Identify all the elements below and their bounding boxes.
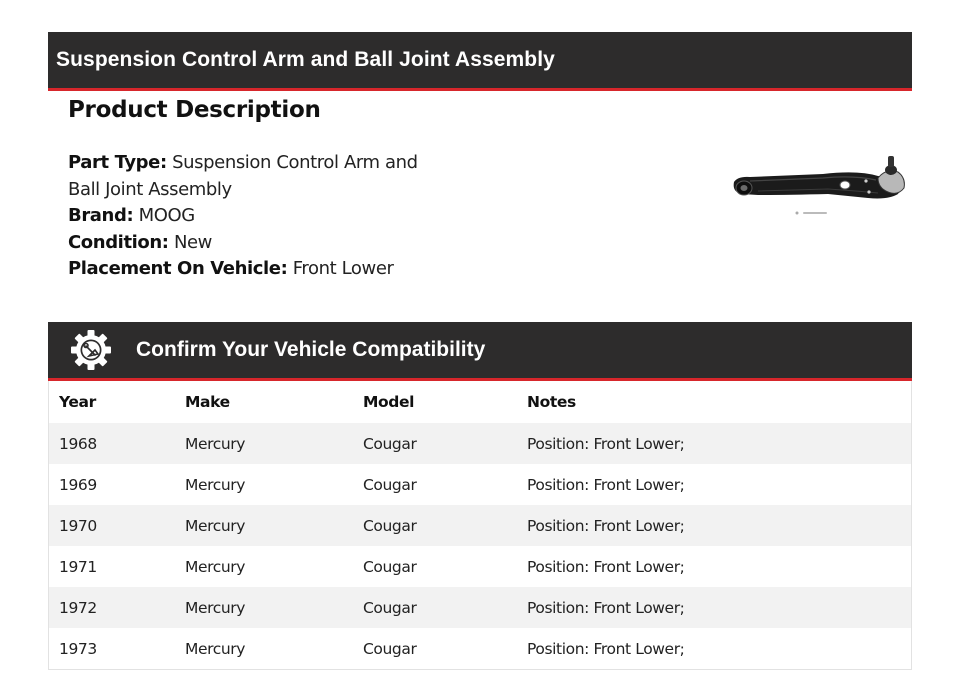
cell-year: 1971 bbox=[59, 557, 97, 576]
detail-value: MOOG bbox=[138, 205, 195, 226]
cell-make: Mercury bbox=[185, 434, 246, 453]
cell-make: Mercury bbox=[185, 598, 246, 617]
cell-year: 1968 bbox=[59, 434, 97, 453]
compatibility-table bbox=[48, 381, 912, 670]
cell-year: 1970 bbox=[59, 516, 97, 535]
table-header-row bbox=[49, 381, 911, 423]
column-header-notes: Notes bbox=[527, 393, 576, 411]
cell-model: Cougar bbox=[363, 598, 417, 617]
detail-value: Suspension Control Arm and Ball Joint Assembly bbox=[68, 152, 418, 200]
product-title-bar bbox=[48, 32, 912, 91]
column-header-year: Year bbox=[59, 393, 96, 411]
cell-year: 1973 bbox=[59, 639, 97, 658]
column-header-make: Make bbox=[185, 393, 230, 411]
cell-notes: Position: Front Lower; bbox=[527, 475, 685, 494]
product-image[interactable] bbox=[728, 148, 908, 220]
product-description-heading: Product Description bbox=[68, 97, 321, 123]
table-row bbox=[49, 423, 911, 464]
cell-model: Cougar bbox=[363, 434, 417, 453]
cell-model: Cougar bbox=[363, 475, 417, 494]
product-details bbox=[68, 150, 448, 283]
compatibility-title: Confirm Your Vehicle Compatibility bbox=[136, 338, 486, 361]
cell-make: Mercury bbox=[185, 639, 246, 658]
cell-notes: Position: Front Lower; bbox=[527, 434, 685, 453]
detail-label: Placement On Vehicle: bbox=[68, 258, 288, 279]
compatibility-header-bar bbox=[48, 322, 912, 381]
table-row bbox=[49, 464, 911, 505]
detail-label: Part Type: bbox=[68, 152, 167, 173]
detail-label: Brand: bbox=[68, 205, 134, 226]
cell-notes: Position: Front Lower; bbox=[527, 598, 685, 617]
cell-year: 1972 bbox=[59, 598, 97, 617]
cell-year: 1969 bbox=[59, 475, 97, 494]
detail-value: Front Lower bbox=[292, 258, 394, 279]
table-row bbox=[49, 546, 911, 587]
table-row bbox=[49, 628, 911, 669]
detail-condition bbox=[68, 230, 448, 257]
detail-placement bbox=[68, 256, 448, 283]
detail-value: New bbox=[173, 231, 212, 253]
detail-label: Condition: bbox=[68, 231, 169, 253]
table-row bbox=[49, 587, 911, 628]
gear-icon bbox=[69, 328, 113, 372]
cell-notes: Position: Front Lower; bbox=[527, 639, 685, 658]
cell-notes: Position: Front Lower; bbox=[527, 516, 685, 535]
detail-brand bbox=[68, 203, 448, 230]
cell-make: Mercury bbox=[185, 557, 246, 576]
cell-model: Cougar bbox=[363, 516, 417, 535]
detail-part-type bbox=[68, 150, 448, 203]
cell-notes: Position: Front Lower; bbox=[527, 557, 685, 576]
product-title: Suspension Control Arm and Ball Joint Assembly bbox=[56, 48, 555, 71]
column-header-model: Model bbox=[363, 393, 414, 411]
cell-model: Cougar bbox=[363, 557, 417, 576]
cell-model: Cougar bbox=[363, 639, 417, 658]
cell-make: Mercury bbox=[185, 475, 246, 494]
cell-make: Mercury bbox=[185, 516, 246, 535]
table-row bbox=[49, 505, 911, 546]
